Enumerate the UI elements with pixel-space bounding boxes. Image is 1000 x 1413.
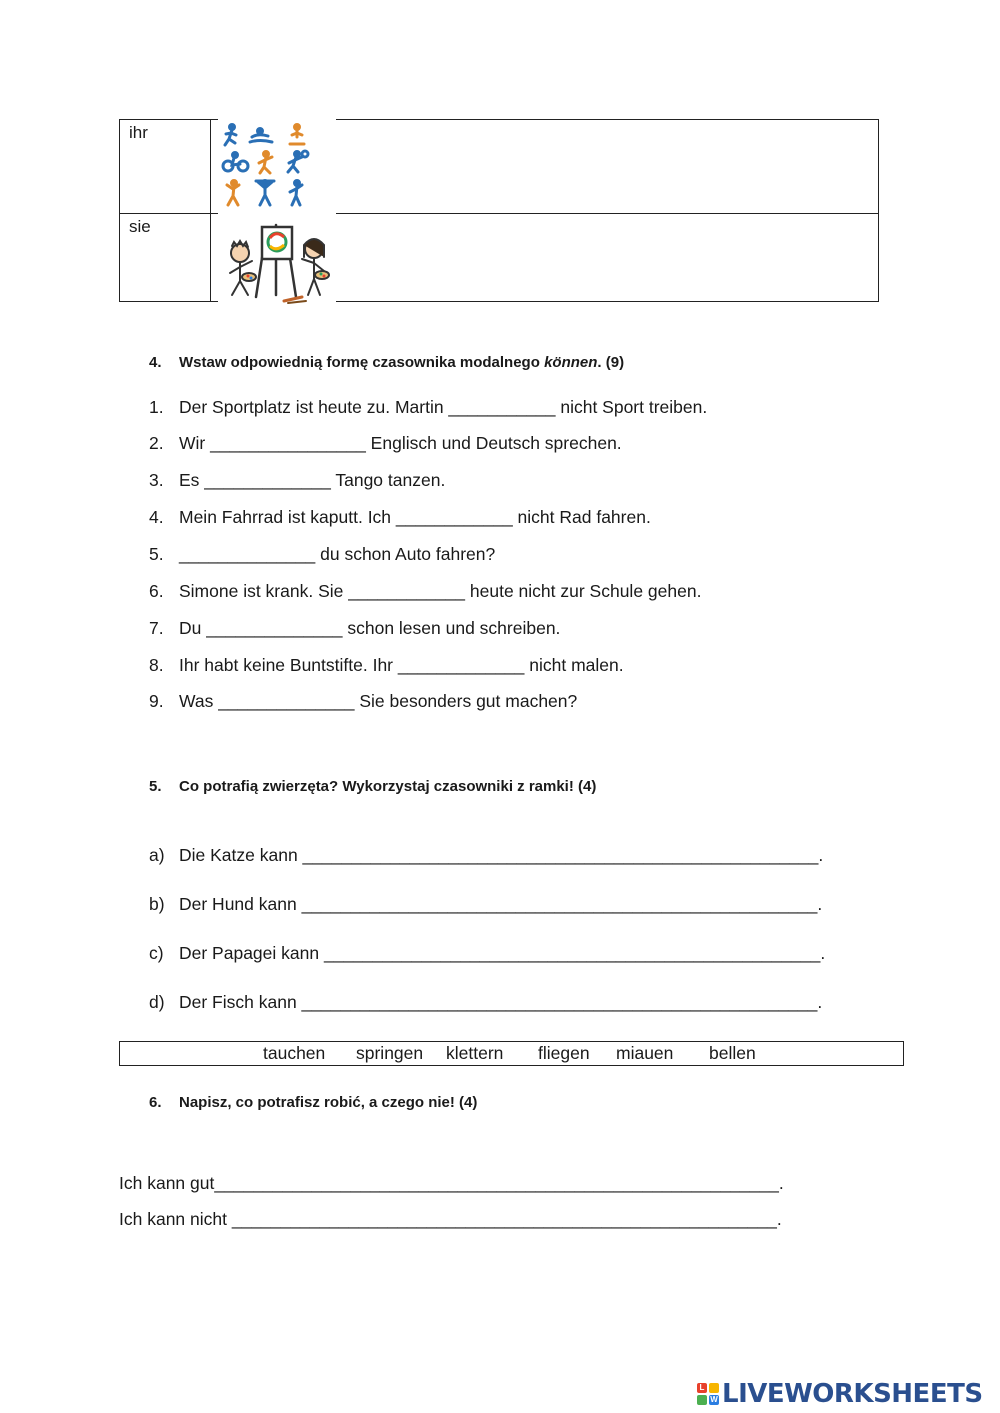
exercise-4-item[interactable]: 8. Ihr habt keine Buntstifte. Ihr _____________ nicht malen. xyxy=(149,655,624,675)
table-divider-vertical xyxy=(210,120,211,301)
exercise-4-item[interactable]: 1. Der Sportplatz ist heute zu. Martin ___________ nicht Sport treiben. xyxy=(149,397,708,417)
logo-block xyxy=(697,1395,707,1405)
logo-block: L xyxy=(697,1383,707,1393)
logo-text: LIVEWORKSHEETS xyxy=(722,1379,983,1409)
exercise-5-title: 5. Co potrafią zwierzęta? Wykorzystaj czasowniki z ramki! (4) xyxy=(149,778,597,795)
word-box-word: tauchen xyxy=(263,1043,326,1063)
answer-line-cannot[interactable]: Ich kann nicht ________________________________________________________. xyxy=(119,1209,782,1229)
exercise-5-item[interactable]: d) Der Fisch kann _____________________________________________________. xyxy=(149,992,823,1012)
exercise-6-title: 6. Napisz, co potrafisz robić, a czego nie! (4) xyxy=(149,1094,478,1111)
word-box-word: klettern xyxy=(446,1043,504,1063)
pronoun-table xyxy=(119,119,879,302)
exercise-4-item[interactable]: 6. Simone ist krank. Sie ____________ heute nicht zur Schule gehen. xyxy=(149,581,702,601)
exercise-4-item[interactable]: 5. ______________ du schon Auto fahren? xyxy=(149,544,496,564)
logo-blocks-icon xyxy=(697,1383,719,1405)
word-box xyxy=(119,1041,904,1066)
logo-block: W xyxy=(710,1395,718,1404)
exercise-5-item[interactable]: a) Die Katze kann _____________________________________________________. xyxy=(149,845,824,865)
table-row-label: ihr xyxy=(129,123,148,142)
answer-line-can[interactable]: Ich kann gut__________________________________________________________. xyxy=(119,1173,784,1193)
word-box-word: miauen xyxy=(616,1043,674,1063)
word-box-word: springen xyxy=(356,1043,424,1063)
word-box-word: fliegen xyxy=(538,1043,590,1063)
logo-block xyxy=(709,1383,719,1393)
children-painting-image xyxy=(218,215,336,305)
exercise-4-item[interactable]: 9. Was ______________ Sie besonders gut machen? xyxy=(149,691,578,711)
exercise-4-item[interactable]: 7. Du ______________ schon lesen und schreiben. xyxy=(149,618,561,638)
exercise-4-item[interactable]: 3. Es _____________ Tango tanzen. xyxy=(149,470,446,490)
table-row-label: sie xyxy=(129,217,151,236)
word-box-word: bellen xyxy=(709,1043,756,1063)
exercise-4-item[interactable]: 4. Mein Fahrrad ist kaputt. Ich ____________ nicht Rad fahren. xyxy=(149,507,651,527)
exercise-4-item[interactable]: 2. Wir ________________ Englisch und Deutsch sprechen. xyxy=(149,433,622,453)
exercise-5-item[interactable]: c) Der Papagei kann ___________________________________________________. xyxy=(149,943,826,963)
exercise-5-item[interactable]: b) Der Hund kann _____________________________________________________. xyxy=(149,894,823,914)
sports-pictograms-image xyxy=(218,117,336,215)
exercise-4-title: 4. Wstaw odpowiednią formę czasownika modalnego können. (9) xyxy=(149,354,625,371)
liveworksheets-logo xyxy=(697,1380,983,1408)
